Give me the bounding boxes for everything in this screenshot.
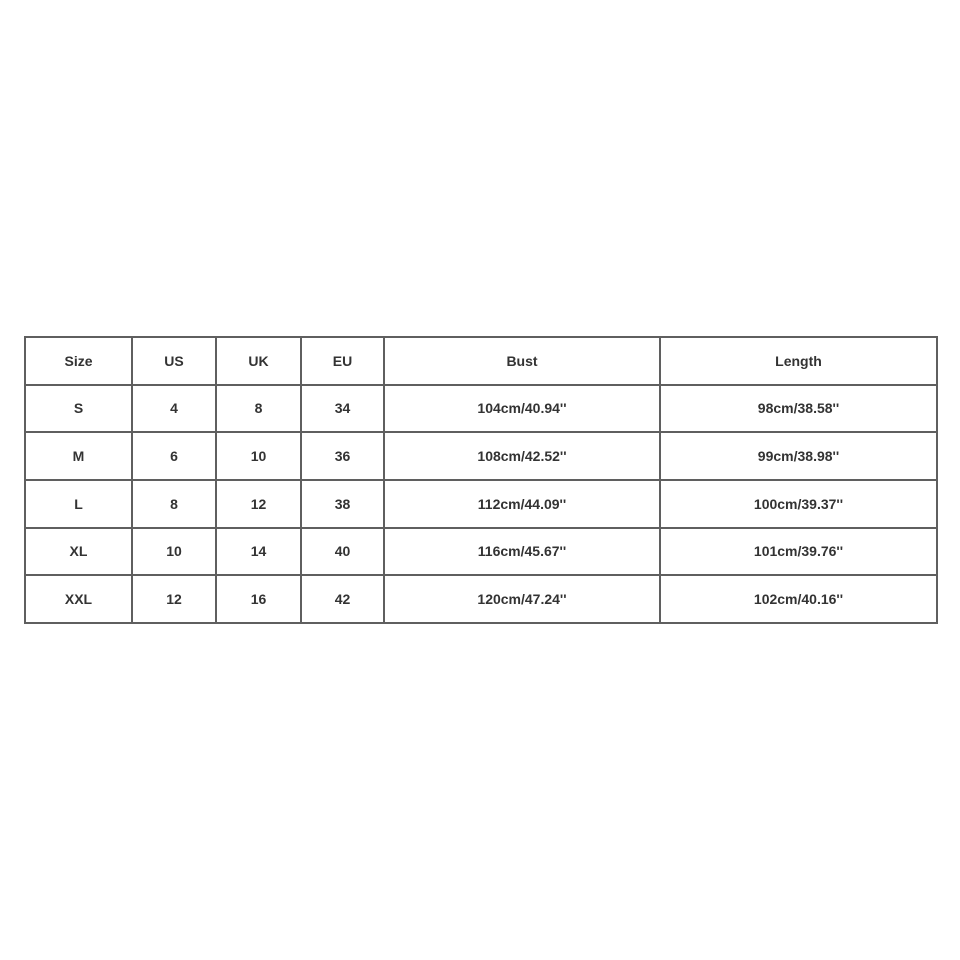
cell-length: 99cm/38.98''	[660, 432, 937, 480]
cell-uk: 10	[216, 432, 301, 480]
cell-size: L	[25, 480, 132, 528]
cell-eu: 38	[301, 480, 384, 528]
cell-us: 8	[132, 480, 216, 528]
cell-uk: 8	[216, 385, 301, 433]
header-size: Size	[25, 337, 132, 385]
table-row	[25, 575, 937, 623]
cell-length: 101cm/39.76''	[660, 528, 937, 576]
cell-size: S	[25, 385, 132, 433]
cell-size: XL	[25, 528, 132, 576]
size-chart-table	[24, 336, 938, 624]
cell-eu: 40	[301, 528, 384, 576]
cell-eu: 36	[301, 432, 384, 480]
header-length: Length	[660, 337, 937, 385]
cell-bust: 104cm/40.94''	[384, 385, 660, 433]
cell-bust: 112cm/44.09''	[384, 480, 660, 528]
cell-us: 10	[132, 528, 216, 576]
cell-us: 6	[132, 432, 216, 480]
header-bust: Bust	[384, 337, 660, 385]
cell-us: 4	[132, 385, 216, 433]
cell-bust: 108cm/42.52''	[384, 432, 660, 480]
cell-us: 12	[132, 575, 216, 623]
cell-size: M	[25, 432, 132, 480]
cell-length: 100cm/39.37''	[660, 480, 937, 528]
header-row	[25, 337, 937, 385]
cell-size: XXL	[25, 575, 132, 623]
cell-eu: 34	[301, 385, 384, 433]
cell-length: 102cm/40.16''	[660, 575, 937, 623]
header-eu: EU	[301, 337, 384, 385]
cell-uk: 12	[216, 480, 301, 528]
cell-eu: 42	[301, 575, 384, 623]
cell-bust: 116cm/45.67''	[384, 528, 660, 576]
table-row	[25, 385, 937, 433]
cell-length: 98cm/38.58''	[660, 385, 937, 433]
table-row	[25, 480, 937, 528]
header-uk: UK	[216, 337, 301, 385]
table-row	[25, 528, 937, 576]
cell-bust: 120cm/47.24''	[384, 575, 660, 623]
header-us: US	[132, 337, 216, 385]
cell-uk: 16	[216, 575, 301, 623]
cell-uk: 14	[216, 528, 301, 576]
table-row	[25, 432, 937, 480]
